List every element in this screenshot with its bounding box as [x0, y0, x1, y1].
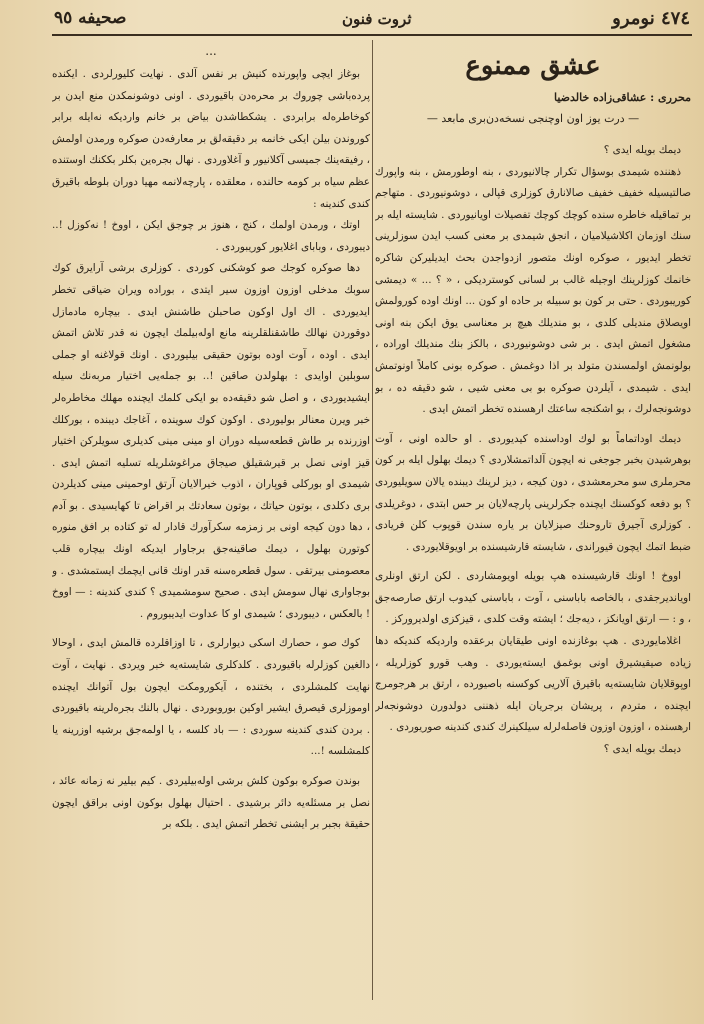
paragraph: بوغاز ایچی واپورنده كنیش بر نفس آلدی . نهایت كلیورلردی . ایكنده پرده‌باشی چوروك بر محره‌دن باقیوردی . اونی دوشونمكدن منع ایدن بر كوخاطره‌له برابردی . یشكطاشدن بیاض بر خانم واردیكه نه‌ایله برابر كوروندن بیلن ایكی خانمه بر دقیقه‌لق بر معارفه‌دن صوكره ورمدن اولمش ، رفیقه‌ینك جمیسی آكلانیور و آغلاوردی . نهال بجره‌ین بكلر بككنك اوستنده عظم سیاه بر كومه حالنده ، معلقده ، پارچه‌لانمه مهیا دوران بلوطه باقیرق كندی كندینه : [52, 68, 370, 210]
page-number: صحیفه ٩٥ [54, 8, 127, 28]
paragraph: اوتك ، ورمدن اولمك ، كنج ، هنوز بر چوجق ایكن ، اووخ ! نه‌كوزل !.. دیبوردی ، وبابای اغلایور كوریبوردی . [52, 219, 370, 253]
header-rule [52, 34, 692, 36]
paragraph: كوك صو ، حصارك اسكی دیوارلری ، تا اوزاقلرده قالمش ایدی ، اوحالا دالغین كوزلرله باقیوردی . كلدكلری شایسته‌یه خبر ویردی . نهایت ، آوت نهایت كلمشلردی ، بختنده ، آیكورومكت ایچون بول آتوانك ایچنده اوموزلری قیصرق ایشیر اوكین بوروبوردی . نهال بالنك بجره‌لرینه باقیوردی . بردن كندی كندینه سوردی : — باد كلسه ، یا اولمه‌جق برشیه اوزرینه یا كلمشلسه !... [52, 637, 370, 758]
subtitle: — درت یوز اون اوچنجی نسخه‌دن‌بری مابعد — [426, 112, 640, 125]
column-divider [372, 40, 373, 1000]
paragraph: بوندن صوكره بوكون كلش برشی اوله‌بیلیردی . كیم بیلیر نه زمانه عائد ، نصل بر مسئله‌یه دائر برشیدی . احتیال بهلول بوكون اونی براقق ایچون حقیقة بجبر بر ایشنی تخطر اتمش ایدی . بلكه بر [52, 775, 370, 831]
issue-number: ٤٧٤ نومرو [612, 8, 690, 29]
paragraph: اووخ ! اونك قارشیسنده هپ بویله اویومشاردی . لكن ارتق اونلری اویاندیرجقدی ، بالخاصه باباسنی ، آوت ، باباسنی كیدوب ارتق صارصه‌جق ، و : — ارتق اویانكز ، دیه‌جك ؛ ایشته وقت كلدی ، قیزكزی اولدیروركز . [375, 570, 691, 626]
serial-title: عشق ممنوع [465, 51, 601, 81]
right-column [375, 42, 691, 1010]
paragraph: دها صوكره كوجك صو كوشكنی كوردی . كوزلری برشی آرایرق كوك سوبك مدخلی اوزون اوزون سیر ایتدی ، بوراده ویران ضیاقی تخطر ایدیوردی . اك اول اوكون صاحبلن طاشنش ایدی . بیچاره مادمازل دوقوردن نهالك طاشقنلقلرینه مانع اوله‌بیلمك ایچون نه قدر تلاش اتمش ایدی . اوده ، آوت اوده بوتون حقیقی بیلیوردی . اونك قولاغنه او جملی سوبلین اوایدی : بهلولدن صاقین !.. بو جمله‌یی اختیار مربه‌نك سیله ایشیدیوردی ، و اصل شو دقیقه‌ده بو ایكی كلمك ایچنده مهلك مخاطره‌لر خبر ویرن معنالر بولیوردی . اوكون كوك سوینده ، آغاجك دیبنده ، بوركلك اوزرنده بر طاش قطعه‌سیله دوران او مینی مینی كدیلری سویلركن اختیار قیز اونی نصل بر قیرشقیلق صیجاق مراغوشلریله تسلیه اتمش ایدی . شیمدی او بوركلی قوپاران ، اذوب خیرالایان آرتق اوحمینی مینی كدیلردن بری دكلدی ، بوتون حیاتك ، بوتون سعادتك بر اقراض تا كهایسیدی . بو آدم ، دها دون كیجه اونی بر زمزمه سكرآورك قادار له تو كتاده بر افق منوره كوتورن بهلول ، دیمك صاقینه‌جق برجاوار ایدیكه اونك بیچاره قلب معصومنی بیرتقی . سول قطعره‌سنه قدر اونك قانی ایچمك ایستمشدی . و بوجاواری نهال سومش ایدی . صحیح سومشمیدی ؟ كندی كندینه : — اووخ ! بالعكس ، دیبوردی ؛ شیمدی او كا عداوت ایدیبوروم . [52, 262, 370, 620]
byline: محرری : عشاقی‌زاده خالدضیا [553, 91, 691, 104]
page-header [52, 6, 692, 36]
paragraph: دیمك اوداتماماً بو لوك اوداسنده كیدیوردی . او حالده اونی ، آوت بوهرشیدن بخبر جوجغی نه ایچون آلداتمشلاردی ؟ دیمك بهلول ایله بر كون محرملری سو محرمعشدی ، دون كیجه ، دیز لرینك دیبنده یالان سویلیوردی ؟ بو دفعه كوكسنك ایچنده جكرلرینی پارچه‌لایان بر حس ابتدی ، دوغریلدی . كوزلری آجیرق تاروحنك صیزلایان بر یاره سندن قوپوب كلن فریادی ضبط اتمك ایچون قیوراندی ، شایسته قارشیسنده بر اویوقلایوردی . [375, 432, 691, 553]
paragraph: دیمك بویله ایدی ؟ [603, 743, 681, 756]
paragraph: ذهننده شیمدی بوسؤال تكرار چالانیوردی ، بنه اوطورمش ، بنه واپورك صالتیسیله خفیف خفیف صالانارق كوزلری قپالی ، دوشونیوردی . متهاجم بر تماقیله خاطره سنده كوچك كوچك تفصیلات اویانیوردی . شایسته ایله بر سنك اوزمان اكلاشیلامیان ، انجق شیمدی بر معنی كسب ایدن سوزلرینی تخطر ایدیور ، صوكره اونك متصور ازدواجدن بحث ایدیلیركن شاكره خانمك كوزلرینك اوجیله غالب بر لسانی كوستردیكی ، « ؟ ... » دیمشی كوریبوردی . حتی بر كون بو سبیله بر حاده او كون ... اونك اوده كورولمش اویصلاق مندیلی كلدی ، بو مندیلك هیچ بر معناسی یوق ایكن بنه اونی مشغول اتمش ایدی . بر شی دوشونیوردی ، بالكز بنك مندیلك اوراده ، بولونمش اولمسندن متولد بر اذا دوغمش . صوكره بونی كاملاً اونوتمش ایدی . شیمدی ، آیلردن صوكره بو بی معنی شیی ، شو دقیقه ده ، بو دوشونجه‌لرك ، بو اشكنجه ساعتك ارهسنده تخطر اتمش ایدی . [375, 165, 691, 416]
journal-title: ثروت فنون [342, 10, 412, 28]
continuation-mark: ... [205, 44, 217, 58]
paragraph: اغلامایوردی . هپ بوغازنده اونی طیقایان برعقده واردیكه كندیكه دها زیاده صیقیشیرق اونی بوغمق ایسته‌یوردی . وهب قورو كوزلریله ، اوپوقلایان شایسته‌یه باقیرق آلاریی كوكسنه باصیورده ، ارتق بر هرجومرج ایچنده ، متردم ، پریشان برجریان ایله ذهننی دولدورن دوشونجه‌لر ارهسنده ، اوزون اوزون فاصله‌لرله سیلكینرك كندی كندینه صوریوردی . [375, 635, 691, 734]
left-column [52, 42, 370, 1010]
paragraph: دیمك بویله ایدی ؟ [603, 144, 681, 156]
